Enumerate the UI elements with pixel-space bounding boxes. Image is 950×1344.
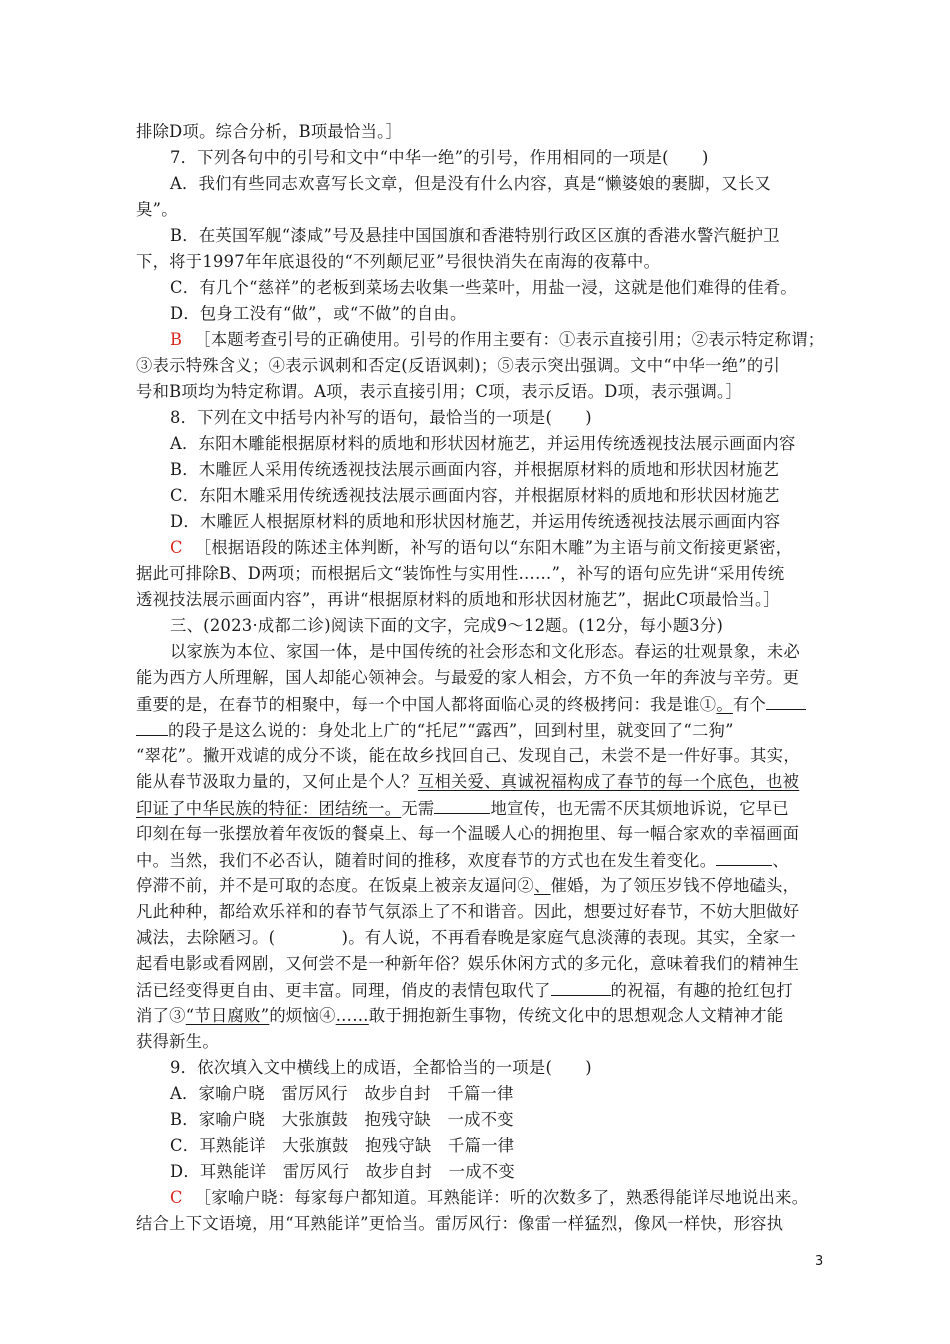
passage-line: 重要的是，在春节的相聚中，每一个中国人都将面临心灵的终极拷问：我是谁①。有个 [136, 691, 806, 717]
passage-line: “翠花”。撇开戏谑的成分不谈，能在故乡找回自己、发现自己，未尝不是一件好事。其实， [136, 746, 800, 765]
underlined-sentence: 互相关爱、真诚祝福构成了春节的每一个底色，也被 [417, 772, 800, 791]
q7-option-b-cont: 下，将于1997年年底退役的“不列颠尼亚”号很快消失在南海的夜幕中。 [136, 252, 661, 271]
q8-option-c: C．东阳木雕采用传统透视技法展示画面内容，并根据原材料的质地和形状因材施艺 [170, 486, 780, 505]
passage-line: 以家族为本位、家国一体，是中国传统的社会形态和文化形态。春运的壮观景象，未必 [170, 642, 801, 661]
fill-blank-1-cont [136, 717, 168, 736]
q8-option-b: B．木雕匠人采用传统透视技法展示画面内容，并根据原材料的质地和形状因材施艺 [170, 460, 780, 479]
q8-stem: 8．下列在文中括号内补写的语句，最恰当的一项是( ) [170, 408, 592, 427]
passage-line: 能从春节汲取力量的，又何止是个人？互相关爱、真诚祝福构成了春节的每一个底色，也被 [136, 772, 800, 791]
q9-option-c: C．耳熟能详 大张旗鼓 抱残守缺 千篇一律 [170, 1136, 515, 1155]
q7-option-a-cont: 臭”。 [136, 200, 178, 219]
q9-option-d: D．耳熟能详 雷厉风行 故步自封 一成不变 [170, 1162, 515, 1181]
q8-explanation-line3: 透视技法展示画面内容”，再讲“根据原材料的质地和形状因材施艺”，据此C项最恰当。］ [136, 590, 780, 609]
passage-line: 获得新生。 [136, 1032, 219, 1051]
fill-blank-4 [551, 977, 611, 996]
page-number: 3 [815, 1254, 824, 1269]
q7-answer: B [170, 330, 183, 349]
passage-line: 凡此种种，都给欢乐祥和的春节气氛添上了不和谐音。因此，想要过好春节，不妨大胆做好 [136, 902, 800, 921]
q9-option-a: A．家喻户晓 雷厉风行 故步自封 千篇一律 [170, 1084, 514, 1103]
passage-line: 的段子是这么说的：身处北上广的“托尼”“露西”，回到村里，就变回了“二狗” [136, 717, 734, 743]
passage-line: 印刻在每一张摆放着年夜饭的餐桌上、每一个温暖人心的拥抱里、每一幅合家欢的幸福画面 [136, 824, 800, 843]
q9-option-b: B．家喻户晓 大张旗鼓 抱残守缺 一成不变 [170, 1110, 514, 1129]
passage-line: 活已经变得更自由、更丰富。同理，俏皮的表情包取代了 的祝福，有趣的抢红包打 [136, 977, 793, 1003]
q8-explanation-line2: 据此可排除B、D两项；而根据后文“装饰性与实用性……”，补写的语句应先讲“采用传统 [136, 564, 785, 583]
passage-line: 消了③“节日腐败”的烦恼④……敢于拥抱新生事物，传统文化中的思想观念人文精神才能 [136, 1006, 784, 1025]
q8-option-d: D．木雕匠人根据原材料的质地和形状因材施艺，并运用传统透视技法展示画面内容 [170, 512, 781, 531]
q7-option-c: C．有几个“慈祥”的老板到菜场去收集一些菜叶，用盐一浸，这就是他们难得的佳肴。 [170, 278, 797, 297]
q9-stem: 9．依次填入文中横线上的成语，全都恰当的一项是( ) [170, 1058, 592, 1077]
section3-header: 三、(2023·成都二诊)阅读下面的文字，完成9～12题。(12分，每小题3分) [170, 616, 724, 635]
passage-line: 起看电影或看网剧，又何尝不是一种新年俗？娱乐休闲方式的多元化，意味着我们的精神生 [136, 954, 800, 973]
q8-option-a: A．东阳木雕能根据原材料的质地和形状因材施艺，并运用传统透视技法展示画面内容 [170, 434, 796, 453]
q7-option-a: A．我们有些同志欢喜写长文章，但是没有什么内容，真是“懒婆娘的裹脚，又长又 [170, 174, 772, 193]
q8-explanation: C ［根据语段的陈述主体判断，补写的语句以“东阳木雕”为主语与前文衔接更紧密， [170, 538, 793, 557]
passage-line: 停滞不前，并不是可取的态度。在饭桌上被亲友逼问②、催婚，为了领压岁钱不停地磕头， [136, 876, 800, 895]
q9-answer: C [170, 1188, 183, 1207]
passage-line: 中。当然，我们不必否认，随着时间的推移，欢度春节的方式也在发生着变化。 、 [136, 847, 789, 873]
passage-line: 能为西方人所理解，国人却能心领神会。与最爱的家人相会，方不负一年的奔波与辛劳。更 [136, 668, 800, 687]
q9-explanation: C ［家喻户晓：每家每户都知道。耳熟能详：听的次数多了，熟悉得能详尽地说出来。 [170, 1188, 809, 1207]
fill-blank-3 [716, 847, 772, 866]
q7-explanation-line3: 号和B项均为特定称谓。A项，表示直接引用；C项，表示反语。D项，表示强调。］ [136, 382, 743, 401]
fill-blank-1 [766, 691, 806, 710]
passage-line: 减法，去除陋习。( )。有人说，不再看春晚是家庭气息淡薄的表现。其实，全家一 [136, 928, 796, 947]
q7-option-d: D．包身工没有“做”，或“不做”的自由。 [170, 304, 467, 323]
q6-explanation-end: 排除D项。综合分析，B项最恰当。］ [136, 122, 403, 141]
q7-stem: 7．下列各句中的引号和文中“中华一绝”的引号，作用相同的一项是( ) [170, 148, 709, 167]
fill-blank-2 [434, 795, 490, 814]
underlined-sentence-cont: 印证了中华民族的特征：团结统一。 [136, 799, 402, 818]
q7-explanation: B ［本题考查引号的正确使用。引号的作用主要有：①表示直接引用；②表示特定称谓； [170, 330, 825, 349]
passage-line: 印证了中华民族的特征：团结统一。无需 地宣传，也无需不厌其烦地诉说，它早已 [136, 795, 789, 821]
q7-explanation-line2: ③表示特殊含义；④表示讽刺和否定(反语讽刺)；⑤表示突出强调。文中“中华一绝”的引 [136, 356, 781, 375]
q8-answer: C [170, 538, 183, 557]
q9-explanation-line2: 结合上下文语境，用“耳熟能详”更恰当。雷厉风行：像雷一样猛烈，像风一样快，形容执 [136, 1214, 784, 1233]
q7-option-b: B．在英国军舰“漆咸”号及悬挂中国国旗和香港特别行政区区旗的香港水警汽艇护卫 [170, 226, 780, 245]
